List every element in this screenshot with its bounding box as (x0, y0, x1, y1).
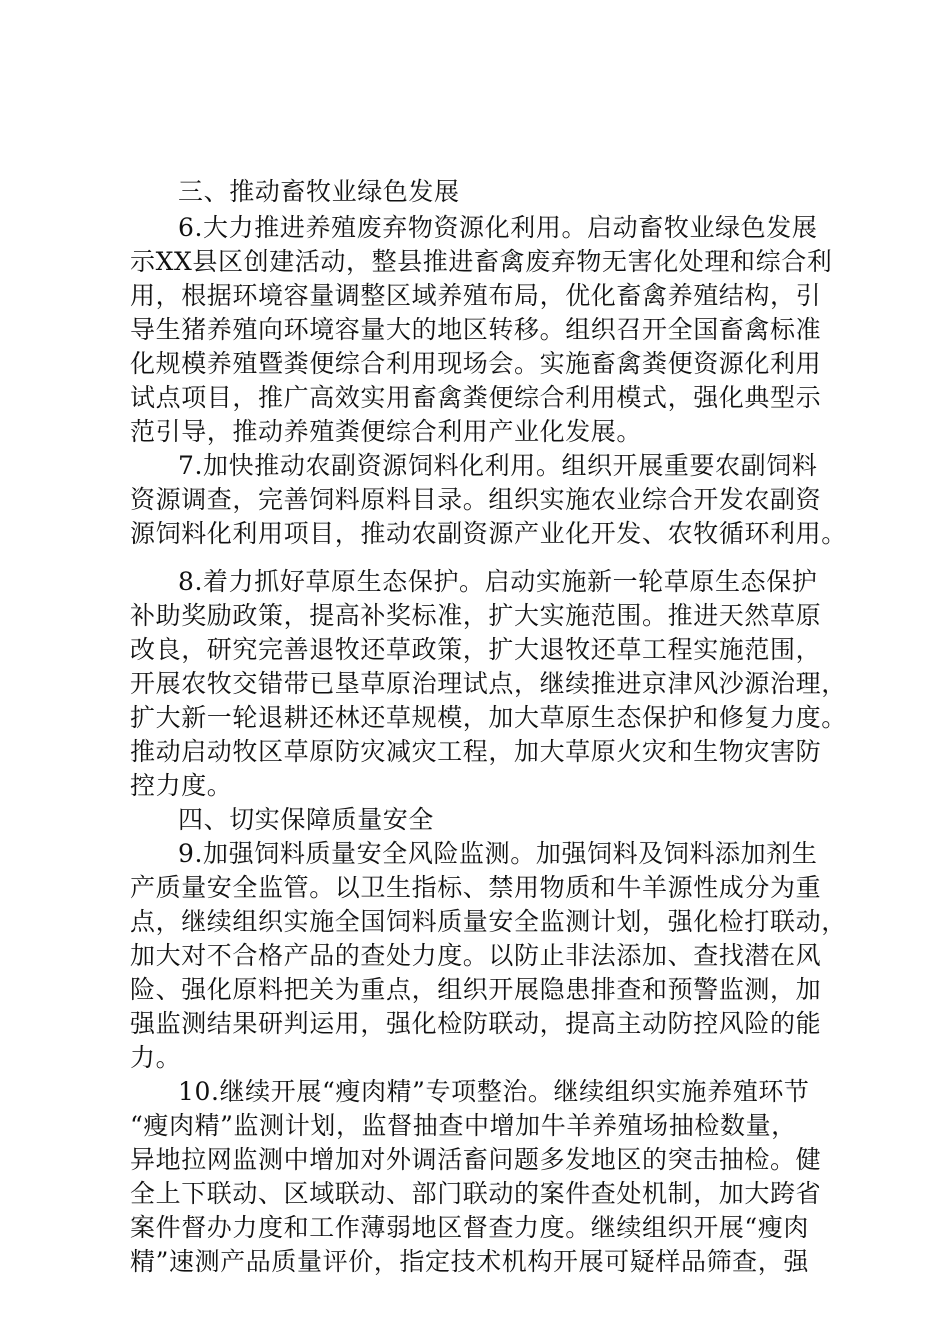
paragraph-line: 改良，研究完善退牧还草政策，扩大退牧还草工程实施范围， (130, 635, 822, 664)
paragraph-line: 9.加强饲料质量安全风险监测。加强饲料及饲料添加剂生 (178, 839, 818, 868)
paragraph-line: 6.大力推进养殖废弃物资源化利用。启动畜牧业绿色发展 (178, 213, 818, 242)
paragraph-line: 范引导，推动养殖粪便综合利用产业化发展。 (130, 417, 643, 446)
paragraph-line: 化规模养殖暨粪便综合利用现场会。实施畜禽粪便资源化利用 (130, 349, 822, 378)
paragraph-line: 用，根据环境容量调整区域养殖布局，优化畜禽养殖结构，引 (130, 281, 822, 310)
paragraph-line: 产质量安全监管。以卫生指标、禁用物质和牛羊源性成分为重 (130, 873, 822, 902)
paragraph-line: 7.加快推动农副资源饲料化利用。组织开展重要农副饲料 (178, 451, 818, 480)
paragraph-line: 补助奖励政策，提高补奖标准，扩大实施范围。推进天然草原 (130, 601, 822, 630)
paragraph-line: 强监测结果研判运用，强化检防联动，提高主动防控风险的能 (130, 1009, 822, 1038)
paragraph-line: 10.继续开展“瘦肉精”专项整治。继续组织实施养殖环节 (178, 1077, 810, 1106)
paragraph-line: 案件督办力度和工作薄弱地区督查力度。继续组织开展“瘦肉 (130, 1213, 809, 1242)
paragraph-line: 推动启动牧区草原防灾减灾工程，加大草原火灾和生物灾害防 (130, 737, 822, 766)
section-heading: 四、切实保障质量安全 (178, 805, 435, 834)
paragraph-line: 险、强化原料把关为重点，组织开展隐患排查和预警监测，加 (130, 975, 822, 1004)
paragraph-line: 点，继续组织实施全国饲料质量安全监测计划，强化检打联动， (130, 907, 847, 936)
section-heading: 三、推动畜牧业绿色发展 (178, 177, 460, 206)
paragraph-line: 全上下联动、区域联动、部门联动的案件查处机制，加大跨省 (130, 1179, 822, 1208)
paragraph-line: 精”速测产品质量评价，指定技术机构开展可疑样品筛查，强 (130, 1247, 809, 1276)
paragraph-line: 导生猪养殖向环境容量大的地区转移。组织召开全国畜禽标准 (130, 315, 822, 344)
paragraph-line: 扩大新一轮退耕还林还草规模，加大草原生态保护和修复力度。 (130, 703, 847, 732)
paragraph-line: 开展农牧交错带已垦草原治理试点，继续推进京津风沙源治理， (130, 669, 847, 698)
paragraph-line: 加大对不合格产品的查处力度。以防止非法添加、查找潜在风 (130, 941, 822, 970)
paragraph-line: “瘦肉精”监测计划，监督抽查中增加牛羊养殖场抽检数量， (130, 1111, 797, 1140)
paragraph-line: 控力度。 (130, 771, 233, 800)
paragraph-line: 源饲料化利用项目，推动农副资源产业化开发、农牧循环利用。 (130, 519, 847, 548)
paragraph-line: 8.着力抓好草原生态保护。启动实施新一轮草原生态保护 (178, 567, 818, 596)
paragraph-line: 资源调查，完善饲料原料目录。组织实施农业综合开发农副资 (130, 485, 822, 514)
paragraph-line: 异地拉网监测中增加对外调活畜问题多发地区的突击抽检。健 (130, 1145, 822, 1174)
paragraph-line: 示XX县区创建活动，整县推进畜禽废弃物无害化处理和综合利 (130, 247, 833, 276)
paragraph-line: 试点项目，推广高效实用畜禽粪便综合利用模式，强化典型示 (130, 383, 822, 412)
paragraph-line: 力。 (130, 1043, 182, 1072)
